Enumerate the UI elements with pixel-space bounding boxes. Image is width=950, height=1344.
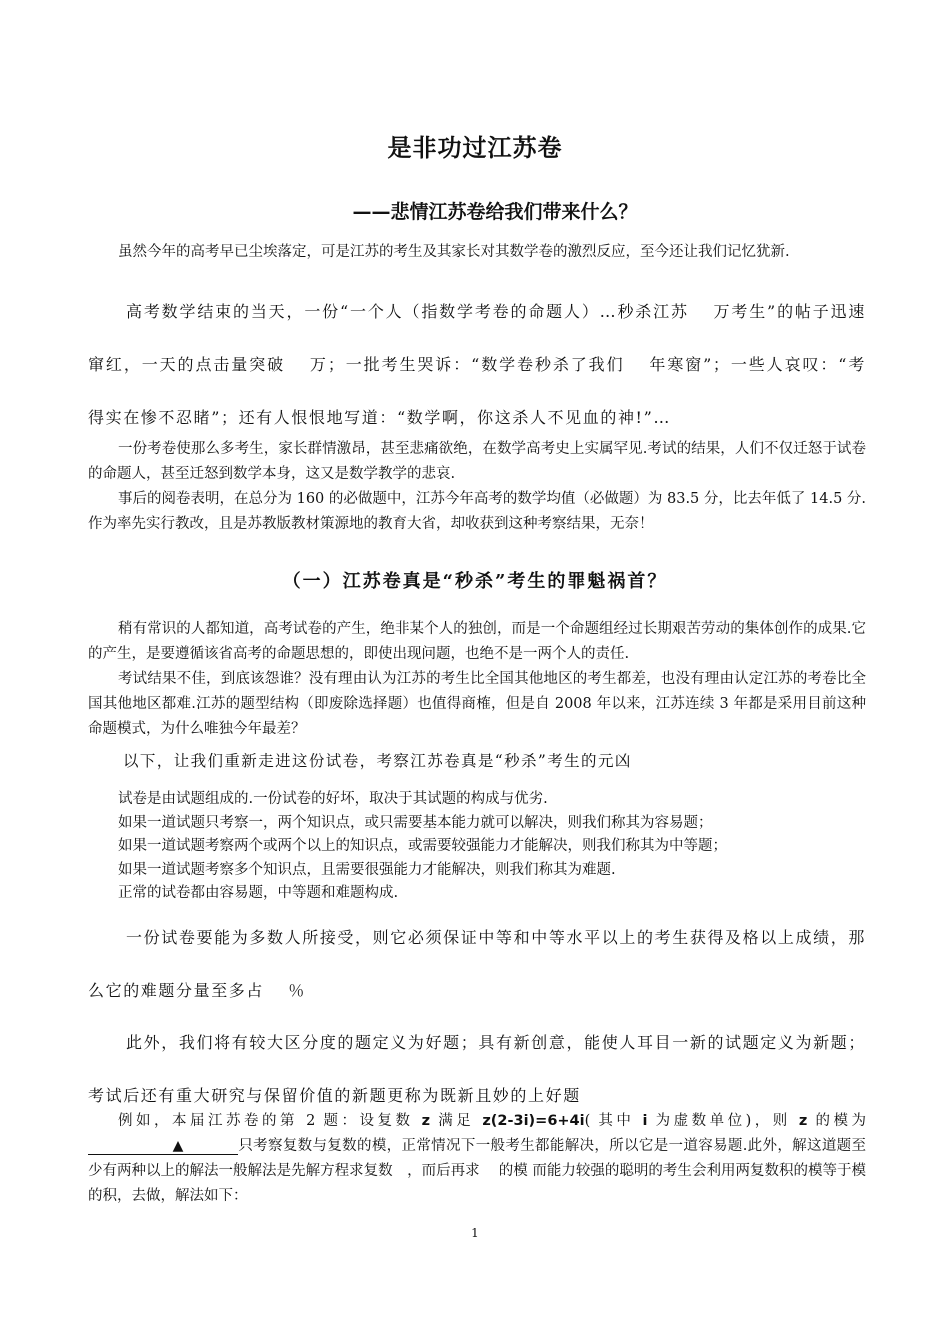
document-title: 是非功过江苏卷 [387, 134, 563, 162]
blame-paragraph: 考试结果不佳，到底该怨谁？没有理由认为江苏的考生比全国其他地区的考生都差，也没有理由认定江苏的考卷比全国其他地区都难.江苏的题型结构（即废除选择题）也值得商榷，但是自 2008 年以来，江苏连续 3 年都是采用目前这种命题模式，为什么唯独今年最差？ [88, 671, 866, 737]
good-questions-paragraph: 此外，我们将有较大区分度的题定义为好题；具有新创意，能使人耳目一新的试题定义为新题；考试后还有重大研究与保留价值的新题更称为既新且妙的上好题 [88, 1033, 866, 1105]
acceptable-paragraph: 一份试卷要能为多数人所接受，则它必须保证中等和中等水平以上的考生获得及格以上成绩，那么它的难题分量至多占 ％ [88, 928, 866, 1000]
definition-item: 试卷是由试题组成的.一份试卷的好坏，取决于其试题的构成与优劣. [118, 791, 548, 807]
reaction-paragraph: 一份考卷使那么多考生，家长群情激昂，甚至悲痛欲绝，在数学高考史上实属罕见.考试的结果，人们不仅迁怒于试卷的命题人，甚至迁怒到数学本身，这又是数学教学的悲哀. [88, 441, 866, 482]
definition-item: 如果一道试题考察两个或两个以上的知识点，或需要较强能力才能解决，则我们称其为中等题； [118, 838, 727, 854]
revisit-line: 以下，让我们重新走进这份试卷，考察江苏卷真是“秒杀”考生的元凶 [123, 752, 632, 770]
equation: z(2-3i)=6+4i [482, 1113, 585, 1129]
page-number: 1 [471, 1226, 479, 1240]
example-after-i: 为虚数单位)，则 [647, 1113, 799, 1129]
example-tail: 的模为 [807, 1113, 866, 1129]
variable-z: z [421, 1113, 431, 1129]
statistics-paragraph: 事后的阅卷表明，在总分为 160 的必做题中，江苏今年高考的数学均值（必做题）为 83.5 分，比去年低了 14.5 分. 作为率先实行教改，且是苏教版教材策源地的教育大省，却收获到这种考察结果，无奈！ [88, 491, 867, 532]
triangle-icon: ▲ [172, 1138, 184, 1154]
example-rest: 只考察复数与复数的模，正常情况下一般考生都能解决，所以它是一道容易题.此外，解这道题至少有两种以上的解法一般解法是先解方程求复数 ，而后再求 的模 而能力较强的聪明的考生会利用两复数积的模等于模的积，去做，解法如下： [88, 1138, 866, 1204]
definition-list [118, 788, 878, 906]
variable-i: i [642, 1113, 648, 1129]
example-paragraph [88, 1109, 866, 1209]
example-lead: 例如，本届江苏卷的第 2 题：设复数 [118, 1113, 422, 1129]
common-sense-paragraph: 稍有常识的人都知道，高考试卷的产生，绝非某个人的独创，而是一个命题组经过长期艰苦劳动的集体创作的成果.它的产生，是要遵循该省高考的命题思想的，即使出现问题，也绝不是一两个人的责任. [88, 621, 866, 662]
quote-paragraph: 高考数学结束的当天，一份“一个人（指数学考卷的命题人）…秒杀江苏 万考生”的帖子迅速窜红，一天的点击量突破 万；一批考生哭诉：“数学卷秒杀了我们 年寒窗”；一些人哀叹：“考得实在惨不忍睹”；还有人恨恨地写道：“数学啊，你这杀人不见血的神!”… [88, 302, 866, 427]
definition-item: 如果一道试题只考察一，两个知识点，或只需要基本能力就可以解决，则我们称其为容易题； [118, 814, 713, 831]
document-subtitle: ——悲情江苏卷给我们带来什么？ [352, 201, 638, 223]
example-mid: 满足 [430, 1113, 483, 1129]
definition-item: 正常的试卷都由容易题，中等题和难题构成. [118, 885, 399, 901]
example-after-equation: ( 其中 [584, 1113, 643, 1129]
intro-paragraph: 虽然今年的高考早已尘埃落定，可是江苏的考生及其家长对其数学卷的激烈反应，至今还让我们记忆犹新. [118, 244, 790, 260]
definition-item: 如果一道试题考察多个知识点，且需要很强能力才能解决，则我们称其为难题. [118, 861, 616, 878]
section-heading: （一）江苏卷真是“秒杀”考生的罪魁祸首？ [282, 571, 668, 592]
answer-blank [88, 1138, 238, 1155]
variable-z: z [798, 1113, 808, 1129]
